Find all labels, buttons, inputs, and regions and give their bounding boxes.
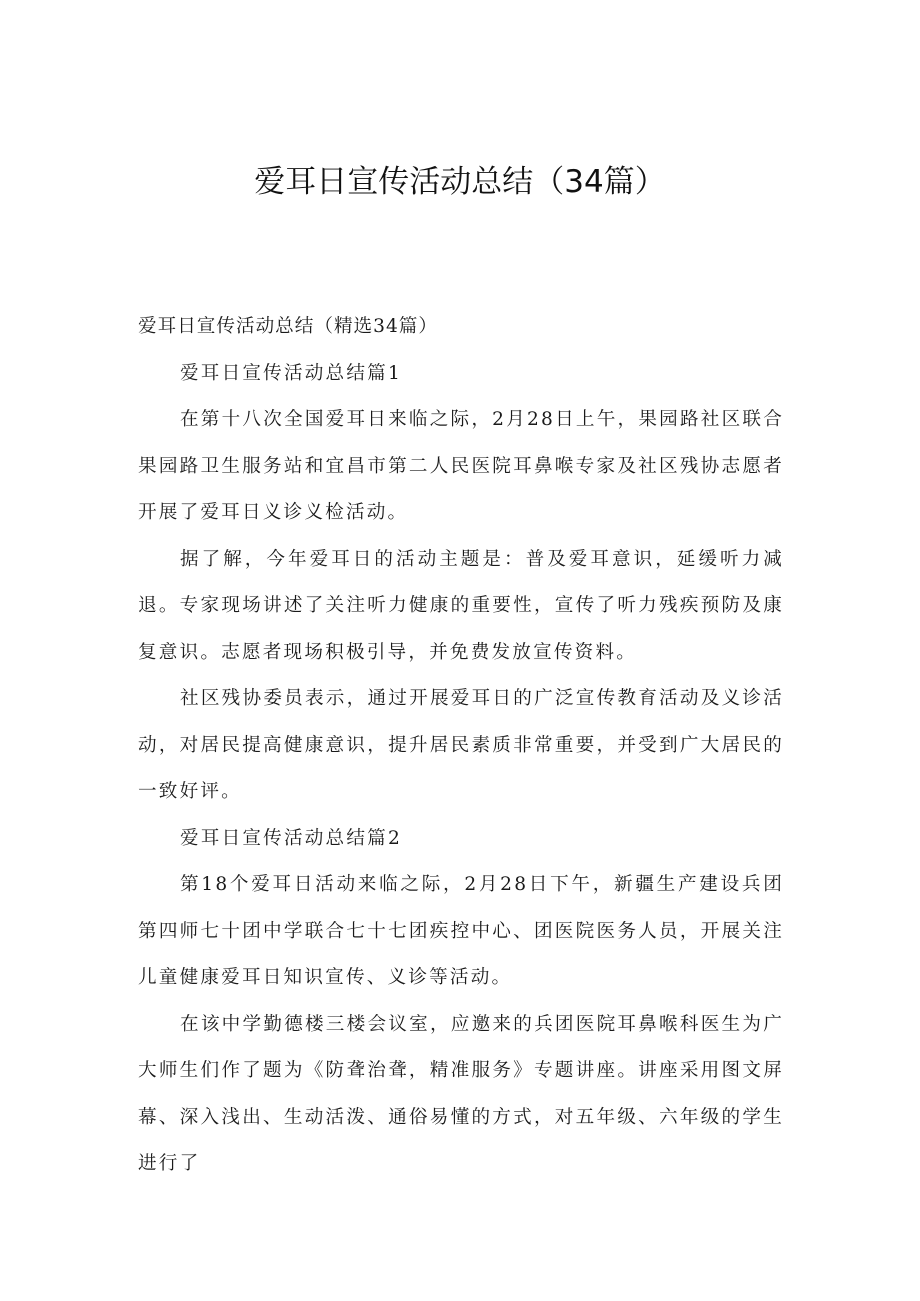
paragraph: 据了解，今年爱耳日的活动主题是：普及爱耳意识，延缓听力减退。专家现场讲述了关注听力健康的重要性，宣传了听力残疾预防及康复意识。志愿者现场积极引导，并免费发放宣传资料。	[138, 548, 784, 663]
document-subtitle: 爱耳日宣传活动总结（精选34篇）	[138, 316, 438, 337]
section-heading: 爱耳日宣传活动总结篇1	[180, 362, 402, 384]
paragraph: 在第十八次全国爱耳日来临之际，2月28日上午，果园路社区联合果园路卫生服务站和宜昌市第二人民医院耳鼻喉专家及社区残协志愿者开展了爱耳日义诊义检活动。	[138, 409, 784, 523]
document-body	[138, 304, 784, 1188]
section-heading: 爱耳日宣传活动总结篇2	[180, 827, 402, 849]
document-title: 爱耳日宣传活动总结（34篇）	[254, 164, 666, 200]
paragraph: 社区残协委员表示，通过开展爱耳日的广泛宣传教育活动及义诊活动，对居民提高健康意识，提升居民素质非常重要，并受到广大居民的一致好评。	[138, 688, 784, 802]
paragraph: 第18个爱耳日活动来临之际，2月28日下午，新疆生产建设兵团第四师七十团中学联合七十七团疾控中心、团医院医务人员，开展关注儿童健康爱耳日知识宣传、义诊等活动。	[138, 874, 784, 988]
paragraph: 在该中学勤德楼三楼会议室，应邀来的兵团医院耳鼻喉科医生为广大师生们作了题为《防聋治聋，精准服务》专题讲座。讲座采用图文屏幕、深入浅出、生动活泼、通俗易懂的方式，对五年级、六年级的学生进行了	[138, 1013, 784, 1174]
